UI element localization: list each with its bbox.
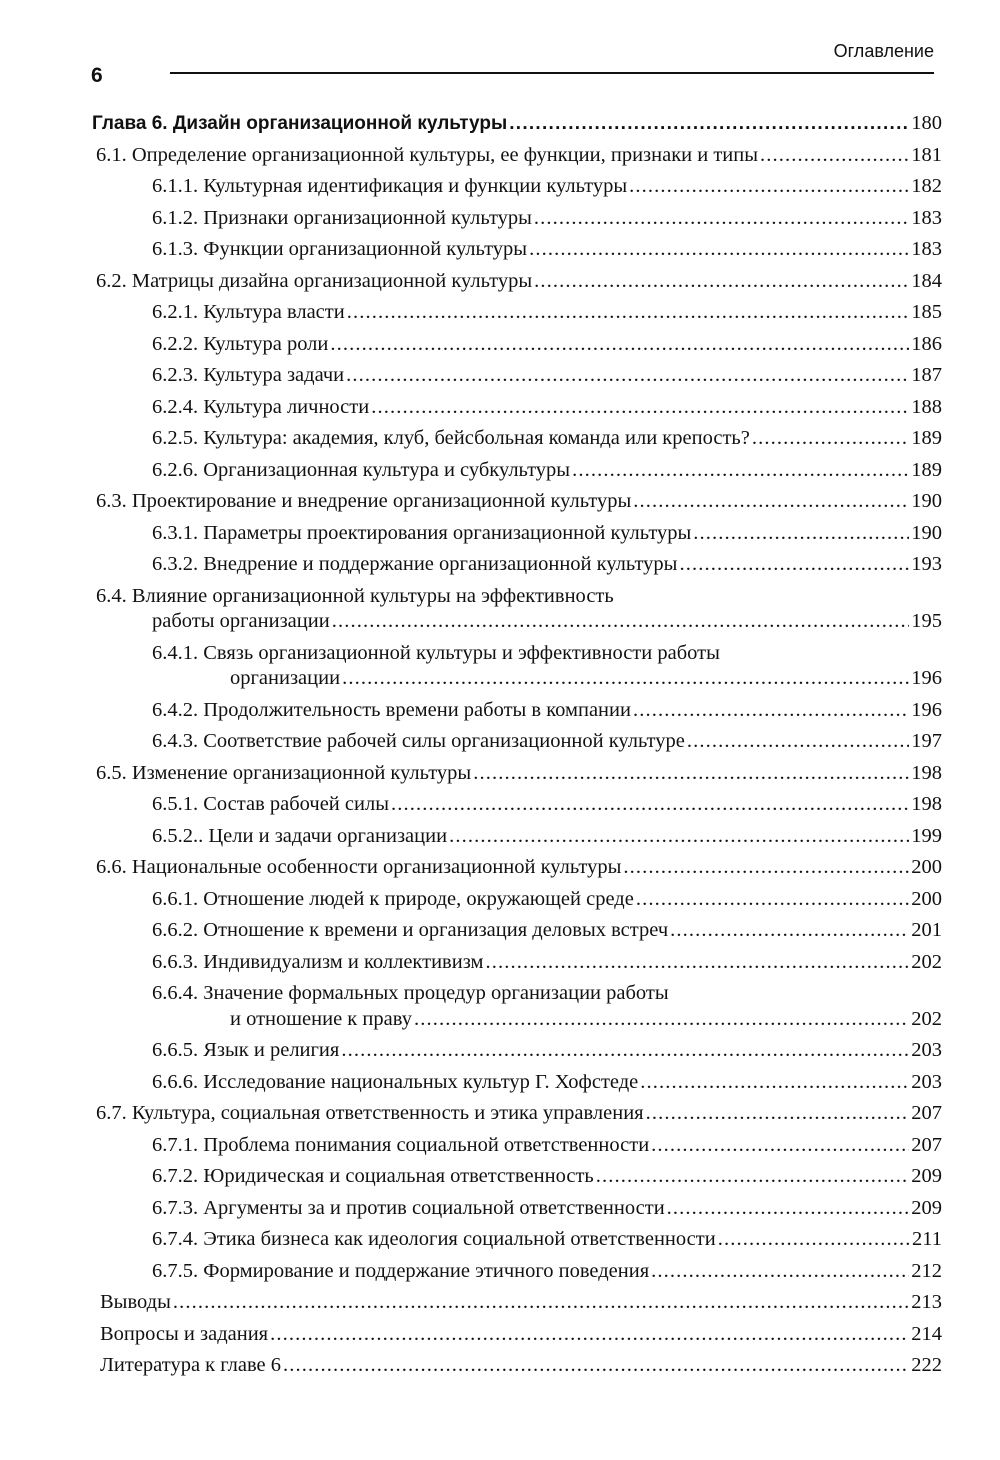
toc-entry-page: 203 bbox=[911, 1039, 942, 1061]
toc-entry-page: 186 bbox=[911, 332, 942, 355]
toc-entry-page: 214 bbox=[911, 1322, 942, 1345]
toc-entry-page: 182 bbox=[911, 175, 942, 197]
toc-entry-title: 6.4.3. Соответствие рабочей силы организационной культуре bbox=[152, 730, 685, 752]
toc-entry-page: 203 bbox=[911, 1070, 942, 1093]
header-rule bbox=[170, 72, 934, 74]
running-head: Оглавление bbox=[833, 41, 934, 61]
dot-leader bbox=[534, 203, 909, 235]
dot-leader bbox=[330, 329, 909, 361]
toc-subsection bbox=[0, 1224, 1000, 1256]
toc-entry-title: 6.1.2. Признаки организационной культуры bbox=[152, 206, 532, 229]
page-number: 6 bbox=[91, 64, 103, 87]
toc-entry-title: и отношение к праву bbox=[230, 1007, 412, 1030]
toc-subsection bbox=[0, 638, 1000, 695]
toc-subsection bbox=[0, 234, 1000, 266]
toc-entry-page: 209 bbox=[911, 1196, 942, 1219]
dot-leader bbox=[342, 663, 909, 695]
toc-subsection bbox=[0, 947, 1000, 979]
dot-leader bbox=[623, 852, 909, 884]
toc-entry-title: 6.5. Изменение организационной культуры bbox=[96, 761, 472, 784]
toc-entry-page: 207 bbox=[911, 1133, 942, 1156]
toc-entry-page: 187 bbox=[911, 364, 942, 386]
toc-entry-title: 6.6. Национальные особенности организационной культуры bbox=[96, 856, 622, 878]
toc-entry-page: 207 bbox=[911, 1102, 942, 1124]
toc-entry-page: 211 bbox=[912, 1228, 942, 1250]
toc-entry-page: 200 bbox=[911, 887, 942, 910]
toc-entry-page: 197 bbox=[911, 730, 942, 752]
toc-chapter-heading bbox=[0, 108, 1000, 140]
toc-backmatter bbox=[0, 1319, 1000, 1351]
dot-leader bbox=[414, 1004, 909, 1036]
toc-entry-title: 6.3.2. Внедрение и поддержание организационной культуры bbox=[152, 553, 678, 575]
toc-entry-title-line1: 6.4. Влияние организационной культуры на эффективность bbox=[96, 584, 614, 607]
toc-entry-title: Глава 6. Дизайн организационной культуры bbox=[92, 113, 508, 134]
table-of-contents bbox=[0, 108, 1000, 1382]
toc-subsection bbox=[0, 549, 1000, 581]
dot-leader bbox=[572, 455, 909, 487]
dot-leader bbox=[667, 1193, 910, 1225]
toc-entry-page: 185 bbox=[911, 301, 942, 323]
toc-entry-page: 183 bbox=[911, 206, 942, 229]
dot-leader bbox=[640, 1067, 909, 1099]
dot-leader bbox=[636, 884, 909, 916]
toc-subsection bbox=[0, 789, 1000, 821]
toc-subsection bbox=[0, 518, 1000, 550]
dot-leader bbox=[473, 758, 909, 790]
dot-leader bbox=[347, 297, 910, 329]
toc-entry-page: 183 bbox=[911, 238, 942, 260]
toc-entry-page: 198 bbox=[911, 761, 942, 784]
toc-entry-title: 6.7.3. Аргументы за и против социальной ответственности bbox=[152, 1196, 665, 1219]
dot-leader bbox=[529, 234, 909, 266]
toc-entry-page: 180 bbox=[911, 112, 942, 134]
toc-entry-title: Вопросы и задания bbox=[100, 1322, 269, 1345]
toc-entry-page: 196 bbox=[911, 698, 942, 721]
toc-entry-title: 6.1.3. Функции организационной культуры bbox=[152, 238, 528, 260]
dot-leader bbox=[687, 726, 909, 758]
toc-subsection bbox=[0, 423, 1000, 455]
dot-leader bbox=[534, 266, 909, 298]
dot-leader bbox=[679, 549, 909, 581]
dot-leader bbox=[270, 1319, 909, 1351]
toc-entry-page: 212 bbox=[911, 1259, 942, 1282]
dot-leader bbox=[651, 1130, 909, 1162]
toc-subsection bbox=[0, 915, 1000, 947]
toc-entry-page: 198 bbox=[911, 793, 942, 815]
dot-leader bbox=[633, 695, 909, 727]
dot-leader bbox=[633, 486, 909, 518]
toc-entry-page: 189 bbox=[911, 458, 942, 481]
toc-entry-title: 6.5.1. Состав рабочей силы bbox=[152, 793, 389, 815]
toc-section bbox=[0, 1098, 1000, 1130]
toc-subsection bbox=[0, 1256, 1000, 1288]
toc-section bbox=[0, 140, 1000, 172]
toc-entry-page: 196 bbox=[911, 667, 942, 689]
toc-entry-title: 6.6.3. Индивидуализм и коллективизм bbox=[152, 950, 484, 973]
toc-entry-title: 6.7.2. Юридическая и социальная ответственность bbox=[152, 1165, 594, 1187]
toc-entry-page: 195 bbox=[911, 610, 942, 632]
dot-leader bbox=[341, 1035, 909, 1067]
toc-subsection bbox=[0, 1161, 1000, 1193]
toc-entry-title: 6.6.6. Исследование национальных культур Г. Хофстеде bbox=[152, 1070, 639, 1093]
toc-entry-title: 6.3. Проектирование и внедрение организационной культуры bbox=[96, 490, 632, 512]
toc-entry-page: 184 bbox=[911, 269, 942, 292]
dot-leader bbox=[283, 1350, 909, 1382]
toc-entry-title: 6.6.5. Язык и религия bbox=[152, 1039, 340, 1061]
dot-leader bbox=[718, 1224, 910, 1256]
toc-entry-title: 6.2.3. Культура задачи bbox=[152, 364, 345, 386]
toc-entry-page: 202 bbox=[911, 1007, 942, 1030]
toc-entry-title: Литература к главе 6 bbox=[100, 1354, 281, 1376]
toc-entry-title: 6.2.5. Культура: академия, клуб, бейсбольная команда или крепость? bbox=[152, 427, 750, 449]
dot-leader bbox=[646, 1098, 910, 1130]
toc-subsection bbox=[0, 297, 1000, 329]
toc-entry-page: 213 bbox=[911, 1291, 942, 1313]
dot-leader bbox=[752, 423, 909, 455]
dot-leader bbox=[346, 360, 909, 392]
toc-entry-title: 6.7.4. Этика бизнеса как идеология социальной ответственности bbox=[152, 1228, 716, 1250]
dot-leader bbox=[509, 108, 909, 140]
toc-entry-page: 190 bbox=[911, 521, 942, 544]
toc-entry-title: 6.5.2.. Цели и задачи организации bbox=[152, 824, 448, 847]
toc-entry-title: 6.7. Культура, социальная ответственность и этика управления bbox=[96, 1102, 644, 1124]
dot-leader bbox=[449, 821, 909, 853]
toc-entry-title: 6.2.6. Организационная культура и субкультуры bbox=[152, 458, 571, 481]
toc-entry-title: 6.6.2. Отношение к времени и организация деловых встреч bbox=[152, 919, 669, 941]
toc-subsection bbox=[0, 171, 1000, 203]
toc-subsection bbox=[0, 203, 1000, 235]
toc-entry-title: организации bbox=[230, 667, 341, 689]
toc-entry-title: 6.2.2. Культура роли bbox=[152, 332, 329, 355]
dot-leader bbox=[670, 915, 909, 947]
toc-entry-title: 6.6.1. Отношение людей к природе, окружающей среде bbox=[152, 887, 634, 910]
toc-subsection bbox=[0, 978, 1000, 1035]
toc-subsection bbox=[0, 360, 1000, 392]
toc-subsection bbox=[0, 695, 1000, 727]
toc-entry-page: 193 bbox=[911, 553, 942, 575]
toc-section bbox=[0, 486, 1000, 518]
toc-subsection bbox=[0, 1067, 1000, 1099]
toc-entry-page: 201 bbox=[911, 919, 942, 941]
toc-entry-page: 181 bbox=[911, 143, 942, 166]
toc-section bbox=[0, 581, 1000, 638]
toc-entry-title: 6.7.5. Формирование и поддержание этичного поведения bbox=[152, 1259, 650, 1282]
dot-leader bbox=[485, 947, 909, 979]
toc-subsection bbox=[0, 329, 1000, 361]
toc-entry-title: 6.2.4. Культура личности bbox=[152, 395, 370, 418]
toc-entry-title: 6.1. Определение организационной культуры, ее функции, признаки и типы bbox=[96, 143, 759, 166]
toc-entry-page: 188 bbox=[911, 395, 942, 418]
dot-leader bbox=[629, 171, 909, 203]
toc-entry-page: 202 bbox=[911, 950, 942, 973]
toc-subsection bbox=[0, 884, 1000, 916]
dot-leader bbox=[693, 518, 909, 550]
dot-leader bbox=[651, 1256, 909, 1288]
toc-entry-title: 6.4.2. Продолжительность времени работы в компании bbox=[152, 698, 631, 721]
toc-entry-page: 189 bbox=[911, 427, 942, 449]
dot-leader bbox=[391, 789, 909, 821]
toc-entry-page: 222 bbox=[911, 1354, 942, 1376]
toc-subsection bbox=[0, 1035, 1000, 1067]
toc-entry-page: 199 bbox=[911, 824, 942, 847]
toc-subsection bbox=[0, 821, 1000, 853]
toc-subsection bbox=[0, 1193, 1000, 1225]
toc-subsection bbox=[0, 1130, 1000, 1162]
dot-leader bbox=[173, 1287, 909, 1319]
dot-leader bbox=[332, 606, 910, 638]
toc-entry-title: 6.2. Матрицы дизайна организационной культуры bbox=[96, 269, 533, 292]
toc-entry-page: 190 bbox=[911, 490, 942, 512]
dot-leader bbox=[371, 392, 909, 424]
toc-subsection bbox=[0, 726, 1000, 758]
toc-section bbox=[0, 266, 1000, 298]
dot-leader bbox=[596, 1161, 909, 1193]
toc-entry-title: 6.3.1. Параметры проектирования организационной культуры bbox=[152, 521, 692, 544]
toc-entry-page: 209 bbox=[911, 1165, 942, 1187]
toc-entry-title: Выводы bbox=[100, 1291, 171, 1313]
toc-entry-title: 6.1.1. Культурная идентификация и функции культуры bbox=[152, 175, 628, 197]
toc-entry-title-line1: 6.6.4. Значение формальных процедур организации работы bbox=[152, 982, 669, 1004]
toc-subsection bbox=[0, 455, 1000, 487]
toc-backmatter bbox=[0, 1350, 1000, 1382]
toc-section bbox=[0, 852, 1000, 884]
toc-section bbox=[0, 758, 1000, 790]
toc-entry-title-line1: 6.4.1. Связь организационной культуры и эффективности работы bbox=[152, 641, 720, 664]
dot-leader bbox=[760, 140, 909, 172]
toc-subsection bbox=[0, 392, 1000, 424]
toc-entry-page: 200 bbox=[911, 856, 942, 878]
toc-backmatter bbox=[0, 1287, 1000, 1319]
toc-entry-title: работы организации bbox=[152, 610, 330, 632]
toc-entry-title: 6.2.1. Культура власти bbox=[152, 301, 345, 323]
toc-entry-title: 6.7.1. Проблема понимания социальной ответственности bbox=[152, 1133, 650, 1156]
